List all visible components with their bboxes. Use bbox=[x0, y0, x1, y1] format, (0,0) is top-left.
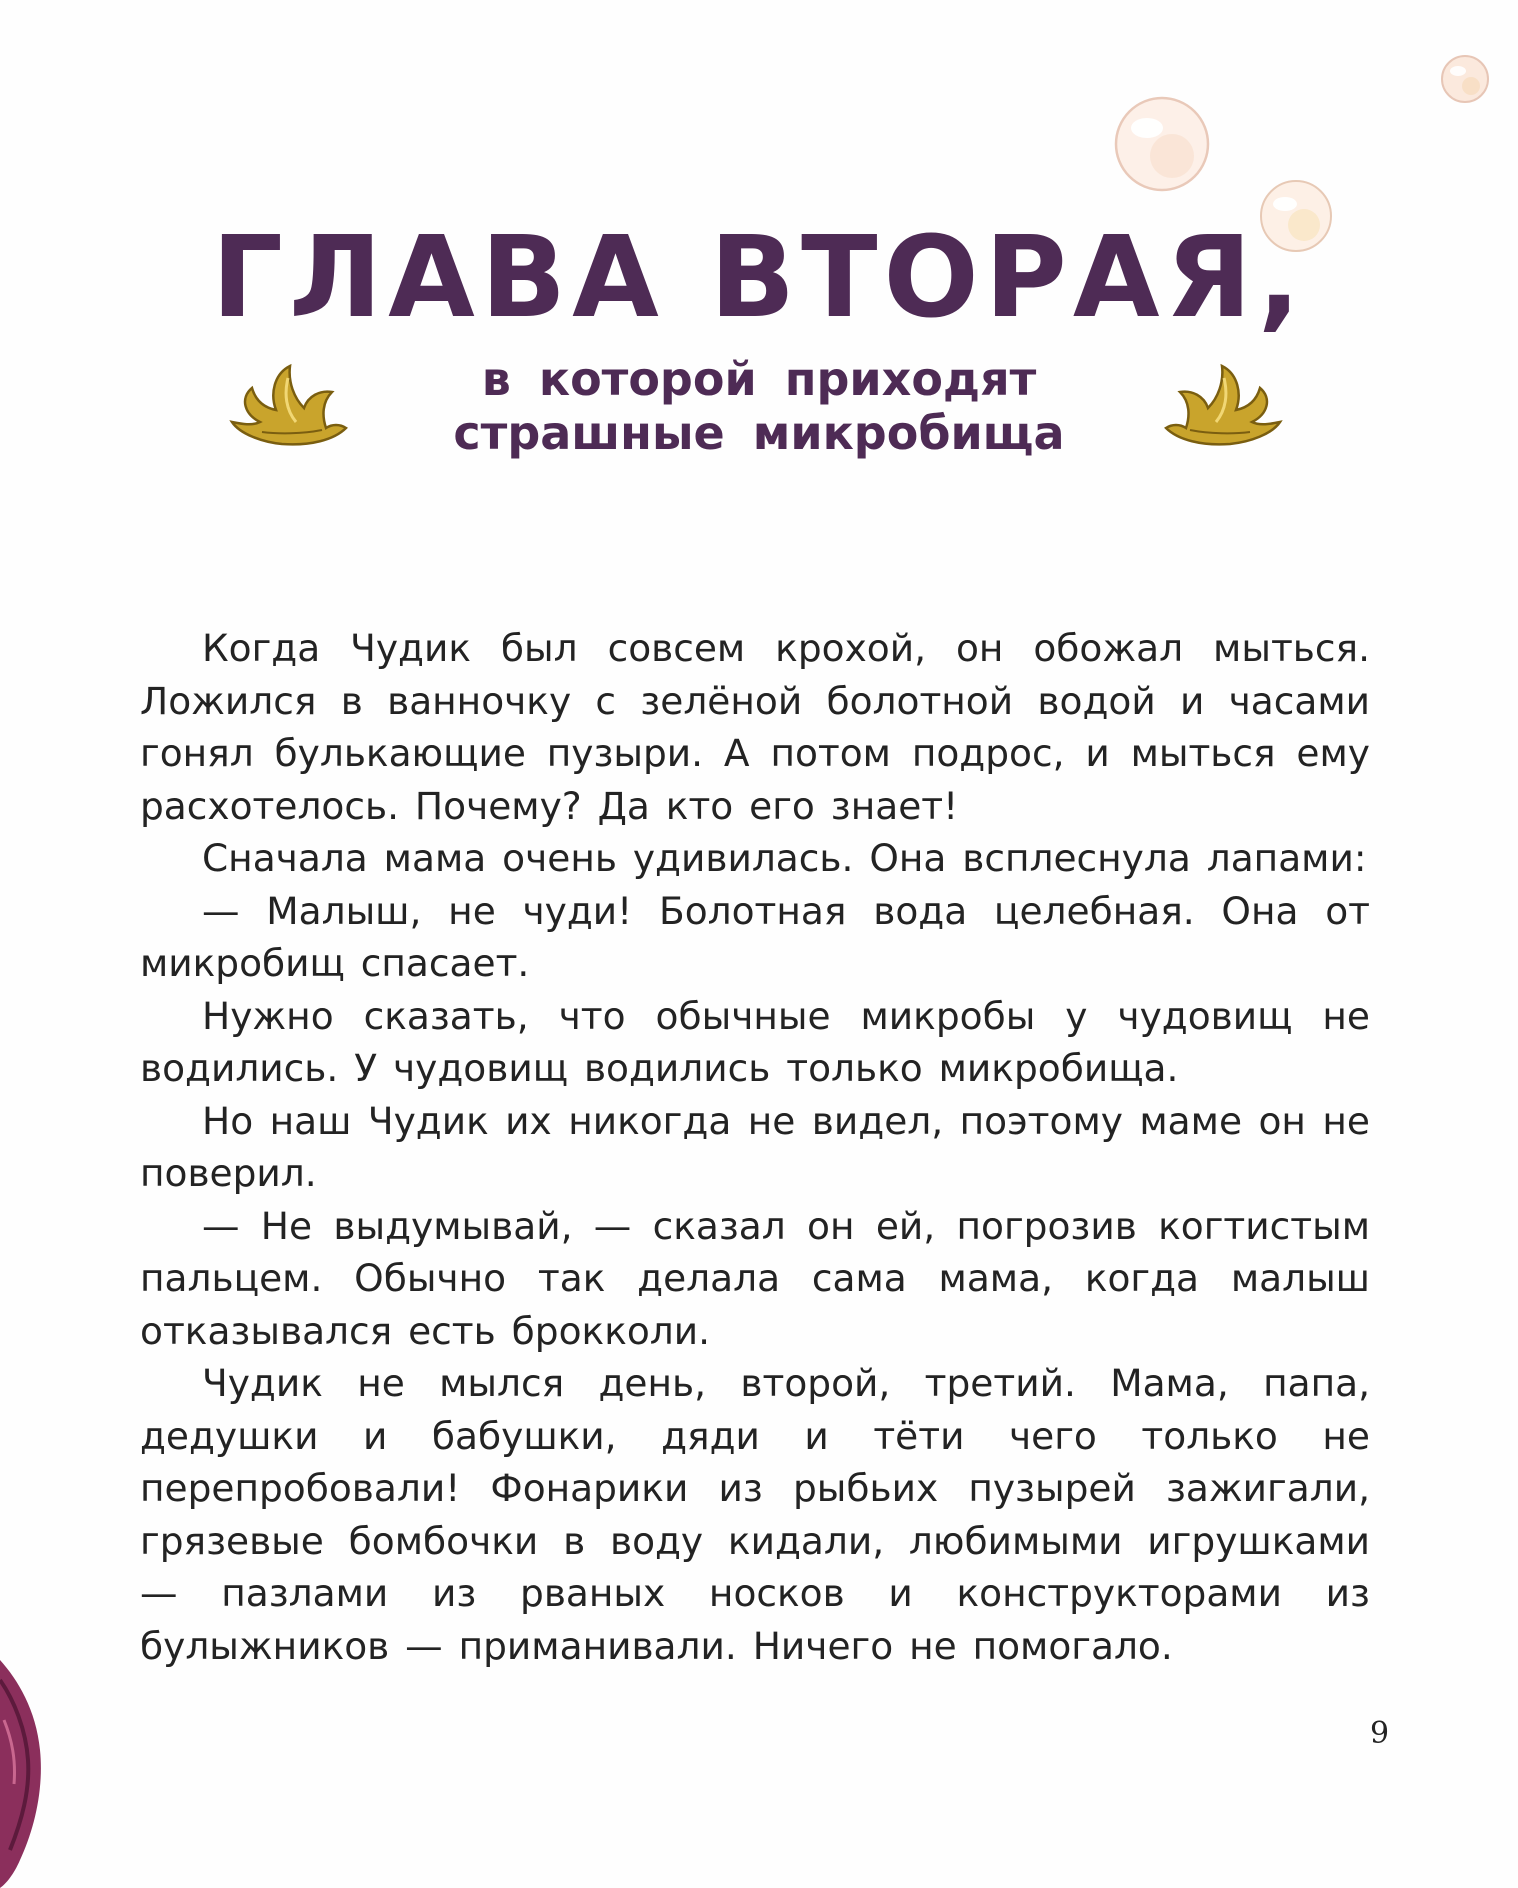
paragraph: — Малыш, не чуди! Болотная вода целебная. Она от микробищ спасает. bbox=[140, 888, 1370, 985]
paragraph: — Не выдумывай, — сказал он ей, погрозив когтистым пальцем. Обычно так делала сама мама, когда малыш отказывался есть брокколи. bbox=[140, 1203, 1370, 1353]
chapter-subtitle-line-1: в которой приходят bbox=[481, 352, 1037, 406]
bubble-large-icon bbox=[1110, 92, 1214, 196]
page-number: 9 bbox=[1370, 1716, 1390, 1751]
paragraph: Но наш Чудик их никогда не видел, поэтому маме он не поверил. bbox=[140, 1098, 1370, 1195]
paragraph: Сначала мама очень удивилась. Она всплеснула лапами: bbox=[202, 836, 1367, 880]
chapter-subtitle bbox=[0, 352, 1518, 460]
bubble-small-icon bbox=[1438, 52, 1492, 106]
paragraph: Когда Чудик был совсем крохой, он обожал мыться. Ложился в ванночку с зелёной болотной водой и часами гонял булькающие пузыри. А потом подрос, и мыться ему расхотелось. Почему? Да кто его знает! bbox=[140, 626, 1370, 828]
paragraph: Нужно сказать, что обычные микробы у чудовищ не водились. У чудовищ водились только микробища. bbox=[140, 993, 1370, 1090]
chapter-title: ГЛАВА ВТОРАЯ, bbox=[211, 213, 1307, 343]
corner-creature-illustration bbox=[0, 1660, 50, 1888]
chapter-body bbox=[140, 622, 1370, 1672]
paragraph: Чудик не мылся день, второй, третий. Мама, папа, дедушки и бабушки, дяди и тёти чего только не перепробовали! Фонарики из рыбьих пузырей зажигали, грязевые бомбочки в воду кидали, любимыми игрушками — пазлами из рваных носков и конструкторами из булыжников — приманивали. Ничего не помогало. bbox=[140, 1361, 1370, 1668]
chapter-subtitle-line-2: страшные микробища bbox=[453, 406, 1065, 460]
